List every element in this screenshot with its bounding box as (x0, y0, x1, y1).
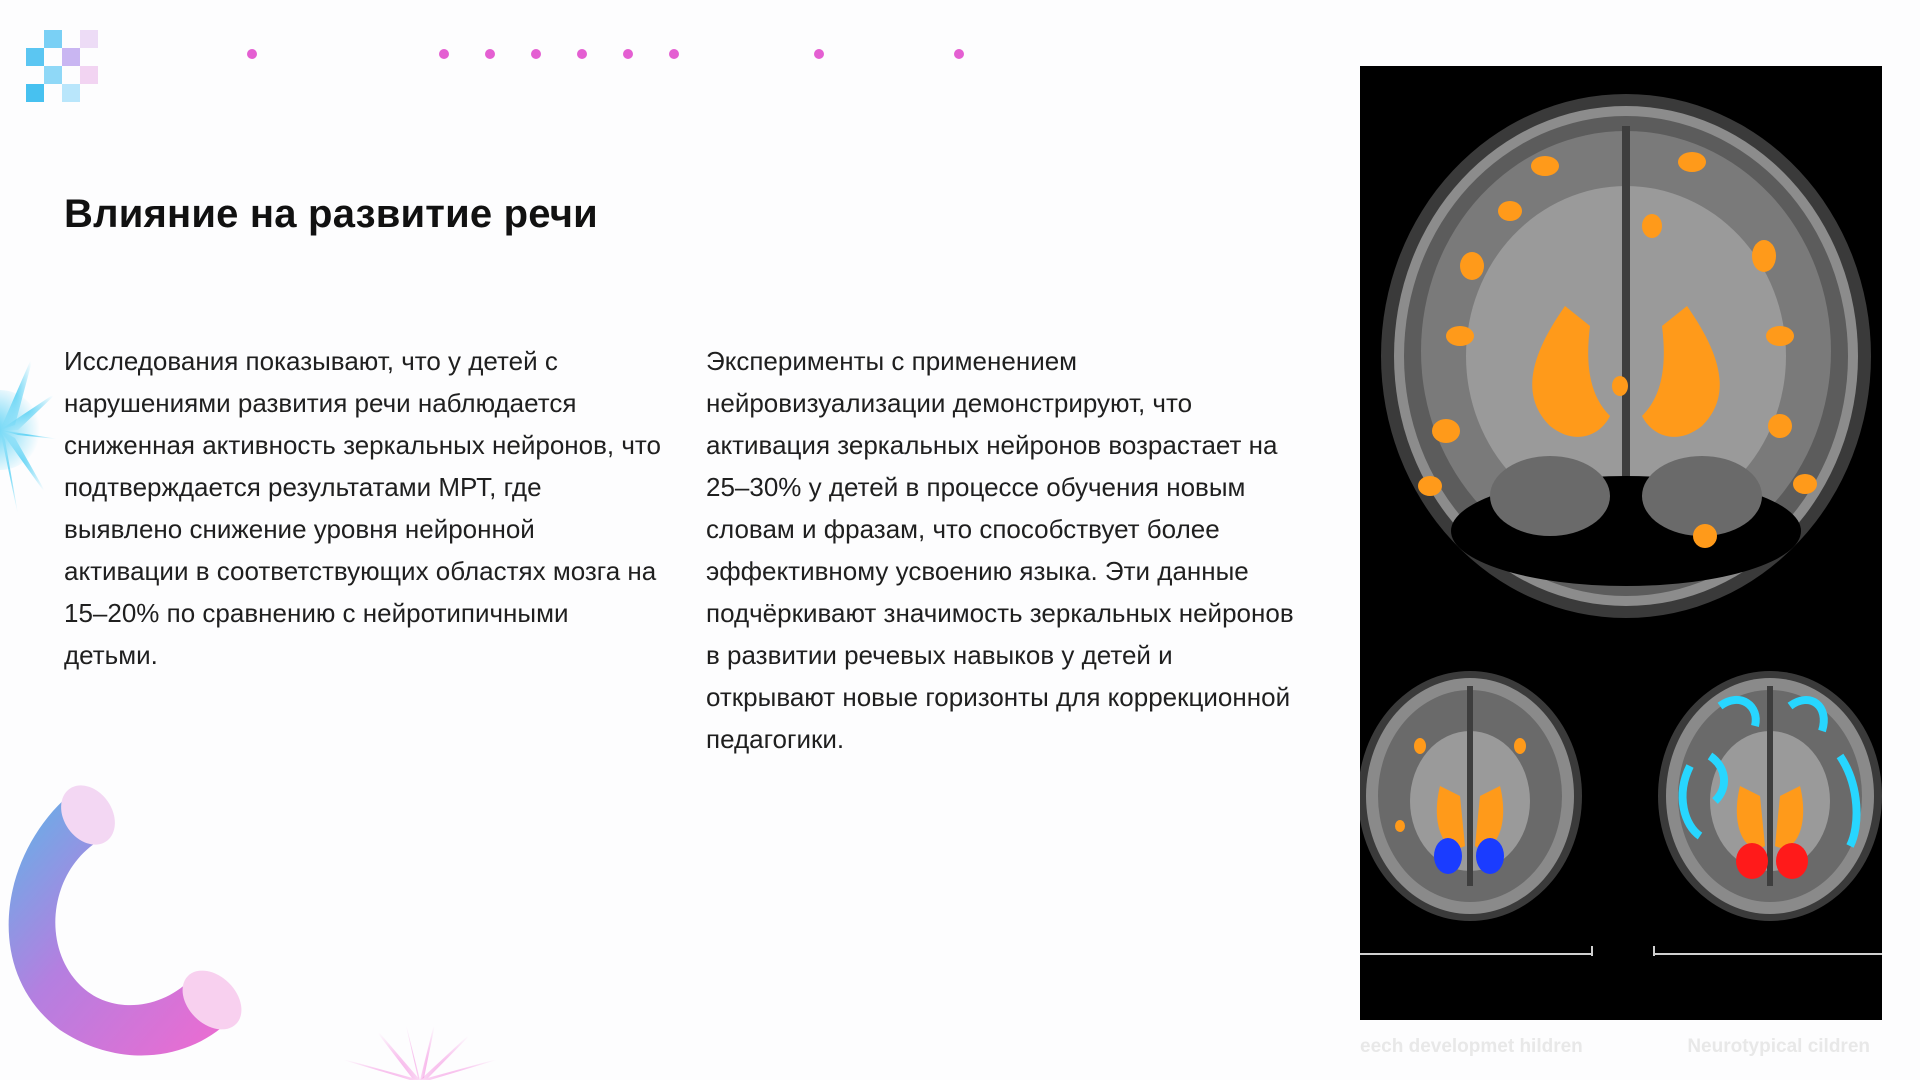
pixel-logo-icon (26, 30, 98, 116)
burst-decoration-icon (300, 1000, 540, 1080)
caption-right: Neurotypical cildren (1687, 1036, 1870, 1057)
large-brain-scan (1381, 94, 1871, 618)
caption-left: eech developmet hildren (1360, 1036, 1583, 1057)
small-brain-scan-left (1360, 671, 1582, 921)
right-paragraph: Эксперименты с применением нейровизуализации демонстрируют, что активация зеркальных нейронов возрастает на 25–30% у детей в процессе обучения новым словам и фразам, что способствует более эффективному усвоению языка. Эти данные подчёркивают значимость зеркальных нейронов в развитии речевых навыков у детей и открывают новые горизонты для коррекционной педагогики. (706, 346, 1294, 754)
arc-decoration-icon (0, 770, 280, 1080)
page-title: Влияние на развитие речи (64, 192, 598, 236)
left-paragraph: Исследования показывают, что у детей с нарушениями развития речи наблюдается сниженная активность зеркальных нейронов, что подтверждается результатами МРТ, где выявлено снижение уровня нейронной активации в соответствующих областях мозга на 15–20% по сравнению с нейротипичными детьми. (64, 346, 661, 670)
small-brain-scan-right (1658, 671, 1882, 921)
brain-mri-image (1360, 66, 1882, 1057)
